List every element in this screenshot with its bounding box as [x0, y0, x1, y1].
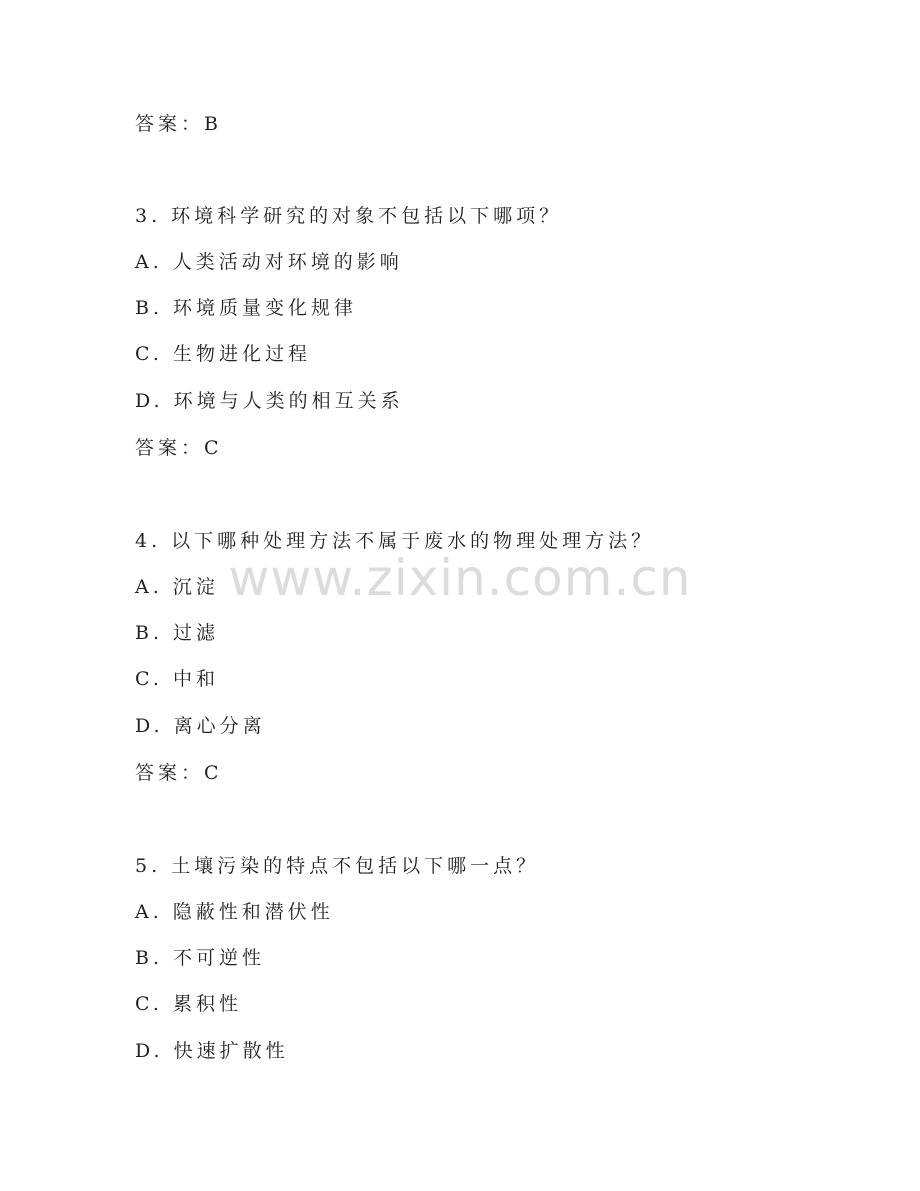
option-5d: D. 快速扩散性 [135, 1040, 289, 1062]
question-5: 5. 土壤污染的特点不包括以下哪一点？ [135, 855, 540, 877]
option-4d: D. 离心分离 [135, 715, 266, 737]
question-4: 4. 以下哪种处理方法不属于废水的物理处理方法？ [135, 530, 655, 552]
option-4a: A. 沉淀 [135, 576, 219, 598]
question-3: 3. 环境科学研究的对象不包括以下哪项？ [135, 205, 563, 227]
option-3b: B. 环境质量变化规律 [135, 297, 358, 319]
option-5a: A. 隐蔽性和潜伏性 [135, 901, 334, 923]
answer-3: 答案：C [135, 437, 223, 459]
option-3c: C. 生物进化过程 [135, 343, 311, 365]
option-4c: C. 中和 [135, 668, 219, 690]
option-4b: B. 过滤 [135, 622, 220, 644]
watermark: www.zixin.com.cn [228, 549, 692, 607]
option-5c: C. 累积性 [135, 993, 242, 1015]
option-3a: A. 人类活动对环境的影响 [135, 251, 403, 273]
answer-4: 答案：C [135, 762, 223, 784]
answer-2: 答案：B [135, 113, 222, 135]
option-3d: D. 环境与人类的相互关系 [135, 390, 404, 412]
option-5b: B. 不可逆性 [135, 947, 266, 969]
